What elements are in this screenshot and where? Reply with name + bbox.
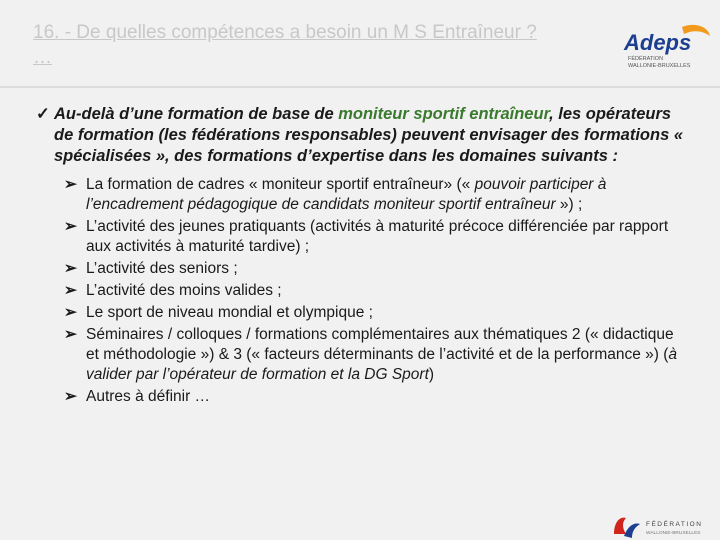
adeps-logo [622,24,712,70]
main-content [36,104,686,409]
list-item: ➢ Autres à définir … [64,388,211,405]
adeps-logo-sub1: FÉDÉRATION [628,56,664,62]
check-text-pre: Au-delà d’une formation de base de [54,105,339,123]
arrow-icon: ➢ [64,388,77,405]
arrow-icon: ➢ [64,282,77,299]
list-item: ➢ Séminaires / colloques / formations complémentaires aux thématiques 2 (« didactique et méthodologie ») & 3 (« facteurs déterminants de l’activité et de la performance ») (à valider par l’opérateur de formation et la DG Sport) [64,326,678,383]
title-text: - De quelles compétences a besoin un M S Entraîneur ? … [33,22,537,68]
adeps-logo-text: Adeps [624,30,692,55]
domain-list [36,175,686,407]
list-item: ➢ L’activité des seniors ; [64,260,238,277]
list-item: ➢ L’activité des moins valides ; [64,282,282,299]
arrow-icon: ➢ [64,260,77,277]
arrow-icon: ➢ [64,176,77,193]
arrow-icon: ➢ [64,326,77,343]
list-item: ➢ L’activité des jeunes pratiquants (activités à maturité précoce différenciée par rapport aux activités à maturité tardive) ; [64,218,669,255]
federation-rooster-icon [614,518,626,534]
adeps-logo-sub2: WALLONIE-BRUXELLES [628,63,691,69]
title-number: 16. [33,22,65,43]
check-text-highlight: moniteur sportif entraîneur [338,105,550,123]
check-mark-icon: ✓ [36,105,50,123]
check-paragraph [36,104,686,167]
list-item: ➢ Le sport de niveau mondial et olympique ; [64,304,373,321]
title-divider [0,86,720,88]
arrow-icon: ➢ [64,218,77,235]
federation-logo-sub: WALLONIE-BRUXELLES [646,531,701,536]
slide-title [33,20,553,70]
list-item: ➢ La formation de cadres « moniteur sportif entraîneur» (« pouvoir participer à l’encadrement pédagogique de candidats moniteur sportif entraîneur ») ; [64,176,607,213]
check-text-post: , les opérateurs de formation (les fédérations responsables) peuvent envisager des formations « spécialisées », des formations d’expertise dans les domaines suivants : [54,105,684,165]
federation-logo-text: FÉDÉRATION [646,521,703,528]
federation-logo [610,512,720,540]
arrow-icon: ➢ [64,304,77,321]
